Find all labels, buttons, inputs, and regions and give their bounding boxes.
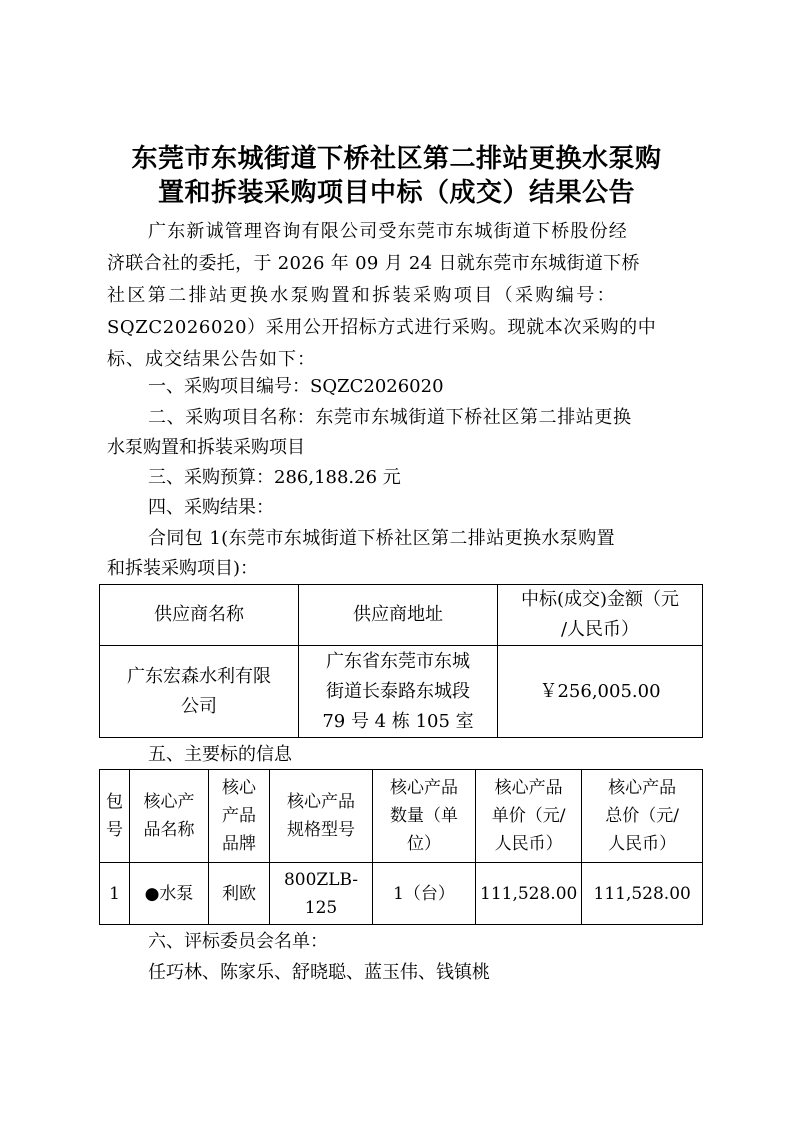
- intro-line-3: 社区第二排站更换水泵购置和拆装采购项目（采购编号：: [107, 285, 617, 306]
- intro-line-5: 标、成交结果公告如下：: [107, 349, 316, 370]
- header-supplier-name: 供应商名称: [100, 585, 299, 646]
- header-unit-price-line-1: 核心产品: [494, 778, 563, 798]
- model-cell: [270, 863, 373, 925]
- supplier-address-line-2: 街道长泰路东城段: [326, 680, 470, 702]
- section-5: 五、主要标的信息: [148, 744, 292, 765]
- header-unit-price-line-3: 人民币）: [494, 834, 563, 854]
- section-3: 三、采购预算：286,188.26 元: [148, 467, 401, 488]
- section-2-line-2: 水泵购置和拆装采购项目: [107, 437, 305, 458]
- header-total-price: [582, 770, 703, 863]
- header-brand-line-3: 品牌: [222, 834, 256, 854]
- header-brand-line-1: 核心: [222, 778, 256, 798]
- quantity-cell: 1（台）: [373, 863, 476, 925]
- header-total-price-line-3: 人民币）: [608, 834, 677, 854]
- award-amount-cell: ￥256,005.00: [498, 646, 703, 738]
- model-line-1: 800ZLB-: [283, 869, 359, 890]
- document-title: [100, 142, 693, 210]
- table-row: [100, 863, 703, 925]
- supplier-name-line-2: 公司: [181, 695, 217, 717]
- result-table-header-row: [100, 585, 703, 646]
- item-table-header-row: [100, 770, 703, 863]
- supplier-address-line-3: 79 号 4 栋 105 室: [322, 710, 474, 732]
- header-quantity-line-2: 数量（单: [390, 806, 458, 826]
- header-total-price-line-2: 总价（元/: [605, 806, 680, 826]
- unit-price-cell: 111,528.00: [476, 863, 582, 925]
- total-price-cell: 111,528.00: [582, 863, 703, 925]
- header-product-name-line-1: 核心产: [143, 792, 195, 812]
- header-award-amount-line-1: 中标(成交)金额（元: [520, 589, 680, 610]
- header-package-no-line-1: 包: [106, 792, 123, 812]
- table-row: [100, 646, 703, 738]
- header-brand-line-2: 产品: [222, 806, 256, 826]
- header-model: [270, 770, 373, 863]
- title-line-2: 置和拆装采购项目中标（成交）结果公告: [157, 178, 635, 208]
- intro-line-1: 广东新诚管理咨询有限公司受东莞市东城街道下桥股份经: [148, 221, 628, 242]
- package-line-2: 和拆装采购项目)：: [107, 558, 259, 579]
- header-package-no: [100, 770, 130, 863]
- header-product-name-line-2: 品名称: [143, 820, 195, 840]
- header-award-amount: [498, 585, 703, 646]
- header-unit-price: [476, 770, 582, 863]
- header-package-no-line-2: 号: [106, 820, 123, 840]
- section-6: 六、评标委员会名单：: [148, 931, 328, 952]
- product-name-cell: ●水泵: [130, 863, 209, 925]
- header-award-amount-line-2: /人民币）: [560, 619, 640, 640]
- header-brand: [209, 770, 270, 863]
- package-no-cell: 1: [100, 863, 130, 925]
- header-unit-price-line-2: 单价（元/: [491, 806, 566, 826]
- package-line-1: 合同包 1(东莞市东城街道下桥社区第二排站更换水泵购置: [148, 528, 615, 549]
- supplier-address-line-1: 广东省东莞市东城: [326, 650, 470, 672]
- header-quantity-line-3: 位）: [407, 834, 441, 854]
- header-model-line-2: 规格型号: [287, 820, 355, 840]
- supplier-name-cell: [100, 646, 299, 738]
- header-supplier-address: 供应商地址: [299, 585, 498, 646]
- intro-line-2: 济联合社的委托，于 2026 年 09 月 24 日就东莞市东城街道下桥: [107, 253, 640, 274]
- supplier-name-line-1: 广东宏森水利有限: [127, 665, 271, 687]
- section-4: 四、采购结果：: [148, 497, 274, 518]
- item-table: [99, 769, 703, 925]
- header-quantity: [373, 770, 476, 863]
- header-model-line-1: 核心产品: [287, 792, 355, 812]
- header-product-name: [130, 770, 209, 863]
- result-table: [99, 584, 703, 738]
- header-total-price-line-1: 核心产品: [608, 778, 677, 798]
- title-line-1: 东莞市东城街道下桥社区第二排站更换水泵购: [131, 144, 662, 174]
- header-quantity-line-1: 核心产品: [390, 778, 458, 798]
- model-line-2: 125: [304, 897, 338, 918]
- brand-cell: 利欧: [209, 863, 270, 925]
- section-2-line-1: 二、采购项目名称：东莞市东城街道下桥社区第二排站更换: [148, 407, 632, 428]
- intro-line-4: SQZC2026020）采用公开招标方式进行采购。现就本次采购的中: [107, 317, 657, 338]
- supplier-address-cell: [299, 646, 498, 738]
- section-1: 一、采购项目编号：SQZC2026020: [148, 376, 444, 397]
- committee-list: 任巧林、陈家乐、舒晓聪、蓝玉伟、钱镇桃: [148, 962, 490, 983]
